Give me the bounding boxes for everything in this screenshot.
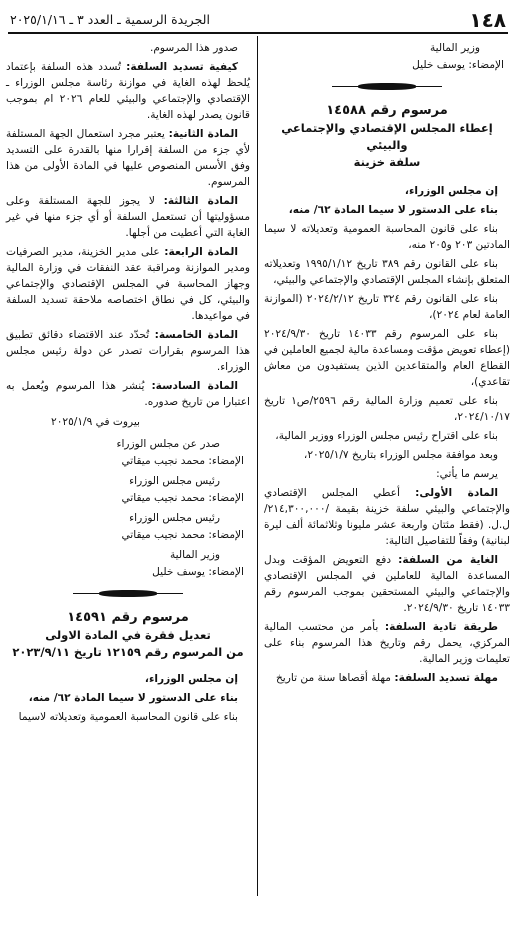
right-column [264, 40, 510, 689]
advance-method [264, 619, 510, 667]
article-4 [6, 244, 250, 324]
article-label: المادة الرابعة: [164, 246, 238, 258]
recital: بناء على قانون المحاسبة العمومية وتعديلاته لاسيما [18, 711, 238, 723]
decree-subtitle: سلفة خزينة [353, 155, 421, 169]
recital: بناء على اقتراح رئيس مجلس الوزراء ووزير المالية، [275, 430, 498, 442]
article-2 [6, 126, 250, 190]
recital: بناء على تعميم وزارة المالية رقم ٢٥٩٦/ص١ تاريخ ٢٠٢٤/١٠/١٧، [264, 395, 510, 423]
article-1 [264, 485, 510, 549]
decree-formula: يرسم ما يأتي: [436, 468, 498, 480]
recital: بناء على الدستور لا سيما المادة ٦٢/ منه، [28, 692, 238, 704]
article-text: على مدير الخزينة، مدير الصرفيات ومدير الموازنة ومراقبة عقد النفقات في وزارة المالية وجهاز المحاسبة في المجلس الإقتصادي والإجتماعي والبيئي، كل في نطاق اختصاصه ملاحقة تسديد السلفة في مواعيدها. [6, 246, 250, 322]
article-text: يُنشر هذا المرسوم ويُعمل به اعتبارا من تاريخ صدوره. [6, 380, 250, 408]
signature-name: الإمضاء: محمد نجيب ميقاتي [121, 455, 244, 467]
article-label: المادة الخامسة: [154, 329, 238, 341]
clause-text: دفع التعويض المؤقت وبدل المساعدة المالية للعاملين في المجلس الإقتصادي والإجتماعي والبيئي المستحقين بموجب المرسوم رقم ١٤٠٣٣ تاريخ ٢٠٢٤/٩/٣٠. [264, 554, 510, 614]
article-text: لا يجوز للجهة المستلفة وعلى مسؤوليتها أن تستعمل السلفة أو أي جزء منها في غير الغاية التي أعطيت من أجلها. [6, 195, 250, 239]
decree-title: مرسوم رقم ١٤٥٩١ [67, 610, 189, 625]
signature-name: الإمضاء: محمد نجيب ميقاتي [121, 492, 244, 504]
signature-role: وزير المالية [429, 42, 480, 54]
section-divider [6, 590, 250, 597]
article-3 [6, 193, 250, 241]
signature-name: الإمضاء: محمد نجيب ميقاتي [121, 529, 244, 541]
decree-subtitle: من المرسوم رقم ١٢١٥٩ تاريخ ٢٠٢٣/٩/١١ [12, 645, 244, 659]
recital: وبعد موافقة مجلس الوزراء بتاريخ ٢٠٢٥/١/٧، [303, 449, 498, 461]
clause-text: تُسدد هذه السلفة بإعتماد يُلحظ لهذه الغاية في موازنة رئاسة مجلس الوزراء ـ الإقتصادي والإجتماعي والبيئي للعام ٢٠٢٦ ام بموجب قانون يصدر لهذه الغاية. [6, 61, 250, 121]
decree-title: مرسوم رقم ١٤٥٨٨ [326, 103, 448, 118]
signature-role: وزير المالية [169, 549, 220, 561]
recital: بناء على القانون رقم ٣٨٩ تاريخ ١٩٩٥/١/١٢ وتعديلاته المتعلق بإنشاء المجلس الإقتصادي والإجتماعي والبيئي، [264, 258, 510, 286]
advance-period [264, 670, 510, 686]
clause-label: مهلة تسديد السلفة: [394, 672, 498, 684]
decree-opening: إن مجلس الوزراء، [404, 185, 498, 197]
column-divider [257, 36, 258, 896]
article-label: المادة الثانية: [168, 128, 238, 140]
page-number: ١٤٨ [469, 8, 506, 32]
decree-opening: إن مجلس الوزراء، [144, 673, 238, 685]
article-text: يعتبر مجرد استعمال الجهة المستلفة لأي جزء من السلفة إقرارا منها بالقدرة على التسديد وفق الأسس المنصوص عليها في المادة الأولى من هذا المرسوم. [6, 128, 250, 188]
advance-purpose [264, 552, 510, 616]
signature-role: رئيس مجلس الوزراء [129, 512, 220, 524]
article-label: المادة الثالثة: [163, 195, 238, 207]
article-text: أعطي المجلس الإقتصادي والإجتماعي والبيئي سلفة خزينة بقيمة /٢١٤,٣٠٠,٠٠٠/ ل.ل. (فقط مئتان واربعة عشر مليونا وثلاثمائة ألف ليرة لبنانية) وفقاً للتفاصيل التالية: [264, 487, 510, 547]
left-column [6, 40, 250, 728]
issuer: صدر عن مجلس الوزراء [116, 438, 220, 450]
signature-name: الإمضاء: يوسف خليل [412, 59, 504, 71]
publication-title: الجريدة الرسمية ـ العدد ٣ ـ ٢٠٢٥/١/١٦ [10, 12, 210, 27]
recital: بناء على المرسوم رقم ١٤٠٣٣ تاريخ ٢٠٢٤/٩/٣٠ (إعطاء تعويض مؤقت ومساعدة مالية لجميع العاملين في القطاع العام والمتقاعدين الذين يستفيدون من معاش تقاعدي)، [264, 328, 510, 388]
page-header [8, 8, 508, 34]
clause-label: طريقة تادية السلفة: [384, 621, 498, 633]
article-text: تُحدّد عند الاقتضاء دقائق تطبيق هذا المرسوم بقرارات تصدر عن دولة رئيس مجلس الوزراء. [6, 329, 250, 373]
recital: بناء على القانون رقم ٣٢٤ تاريخ ٢٠٢٤/٢/١٢ (الموازنة العامة لعام ٢٠٢٤)، [264, 293, 510, 321]
signature-role: رئيس مجلس الوزراء [129, 475, 220, 487]
decree-subtitle: إعطاء المجلس الإقتصادي والإجتماعي والبيئي [281, 121, 493, 152]
clause-text: بأمر من محتسب المالية المركزي، يحمل رقم وتاريخ هذا المرسوم بناء على تعليمات وزير المالية. [264, 621, 510, 665]
article-label: المادة الأولى: [415, 487, 499, 499]
article-label: المادة السادسة: [151, 380, 238, 392]
article-6 [6, 378, 250, 410]
signature-name: الإمضاء: يوسف خليل [152, 566, 244, 578]
section-divider [264, 83, 510, 90]
clause-text: مهلة أقصاها سنة من تاريخ [275, 672, 391, 684]
recital: بناء على الدستور لا سيما المادة ٦٢/ منه، [288, 204, 498, 216]
recital: بناء على قانون المحاسبة العمومية وتعديلاته لا سيما المادتين ٢٠٣ و٢٠٥ منه، [264, 223, 510, 251]
repayment-method [6, 59, 250, 123]
decree-subtitle: تعديل فقرة في المادة الاولى [45, 628, 211, 642]
continued-text: صدور هذا المرسوم. [149, 42, 238, 54]
clause-label: الغاية من السلفة: [398, 554, 498, 566]
article-5 [6, 327, 250, 375]
place-date: بيروت في ٢٠٢٥/١/٩ [51, 416, 140, 428]
clause-label: كيفية تسديد السلفة: [126, 61, 238, 73]
